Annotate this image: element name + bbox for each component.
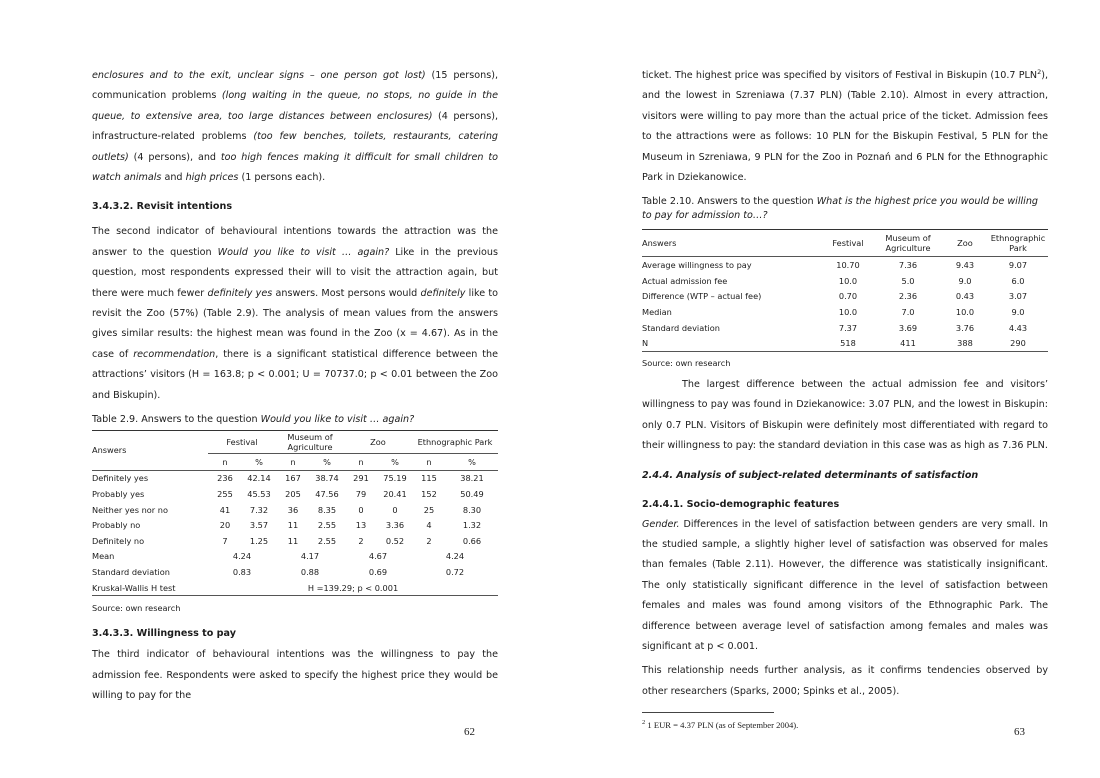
table-cell: 0.69	[368, 567, 388, 578]
text-fragment: The second indicator of behavioural intentions towards the attraction was the answer to the question	[92, 226, 498, 258]
row-label: Mean	[92, 551, 115, 562]
text-fragment: (4 persons), infrastructure-related problems	[92, 110, 498, 143]
table-cell: 152	[421, 489, 437, 500]
caption-text: Table 2.9. Answers to the question	[92, 414, 261, 426]
table-cell: 0.70	[838, 291, 858, 302]
table-header-answers: Answers	[642, 230, 822, 257]
text-fragment: (15 persons), communication problems	[92, 70, 498, 102]
table-cell: 10.0	[838, 275, 858, 286]
table-source: Source: own research	[642, 358, 731, 368]
row-label: Average willingness to pay	[642, 260, 752, 271]
table-header-answers: Answers	[92, 431, 208, 471]
text-fragment: answers. Most persons would	[272, 287, 421, 299]
table-header-group: Zoo	[942, 230, 988, 257]
table-cell: 45.53	[247, 489, 271, 500]
table-cell: 9.0	[1011, 307, 1025, 318]
table-header-group: Museum of Agriculture	[276, 431, 344, 454]
table-row	[642, 289, 1048, 305]
table-cell: 41	[219, 504, 231, 515]
table-subheader: n	[412, 454, 446, 471]
text-fragment: ), and the lowest in Szreniawa (7.37 PLN) (Table 2.10). Almost in every attraction, visitors were willing to pay more than the actual price of the ticket. Admission fees to the attractions were as follows: 10 PLN for the Biskupin Festival, 5 PLN for the Museum in Szreniawa, 9 PLN for the Zoo in Poznań and 6 PLN for the Ethnographic Park in Dziekanowice.	[642, 70, 1048, 184]
text-fragment: Like in the previous question, most respondents expressed their will to visit the attraction again, but there were much fewer	[92, 246, 498, 299]
table-header-group: Ethnographic Park	[988, 230, 1048, 257]
paragraph-problems	[92, 66, 498, 188]
table-cell: 7.32	[249, 504, 269, 515]
table-subheader: n	[344, 454, 378, 471]
row-label: N	[642, 335, 822, 351]
table-caption	[642, 195, 1048, 223]
table-cell: 20.41	[383, 489, 407, 500]
table-cell: 20	[219, 520, 231, 531]
row-label: Standard deviation	[642, 322, 720, 333]
table-cell: 10.0	[838, 307, 858, 318]
footnote-ref: 2	[1037, 67, 1042, 76]
table-cell: 0.72	[445, 567, 465, 578]
table-cell: 4.24	[445, 551, 465, 562]
table-cell: 2.55	[317, 520, 337, 531]
table-row	[642, 257, 1048, 273]
table-cell: 3.57	[249, 520, 269, 531]
caption-question: Would you like to visit … again?	[260, 414, 415, 426]
table-cell: 11	[287, 520, 299, 531]
table-cell: 0.52	[385, 535, 405, 546]
text-fragment: Differences in the level of satisfaction between genders are very small. In the studied sample, a slightly higher level of satisfaction was observed for males than females (Table 2.11). However, the difference was statistically insignificant. The only statistically significant difference in the level of satisfaction between females and males was found among visitors of the Ethnographic Park. The difference between average level of satisfaction among females and males was significant at p < 0.001.	[642, 518, 1048, 653]
table-cell: 167	[276, 470, 310, 486]
table-cell: 3.36	[385, 520, 405, 531]
page-number: 63	[1014, 726, 1025, 738]
row-label: Median	[642, 307, 672, 318]
table-caption	[92, 413, 498, 427]
table-cell: 9.43	[955, 260, 975, 271]
table-cell: 2.55	[317, 535, 337, 546]
table-cell: H =139.29; p < 0.001	[208, 580, 498, 596]
text-fragment: too high fences making it difficult for small children to watch animals	[92, 151, 498, 184]
table-revisit	[92, 430, 498, 596]
table-cell: 8.30	[462, 504, 482, 515]
row-label: Kruskal-Wallis H test	[92, 580, 208, 596]
table-header-group: Festival	[208, 431, 276, 454]
footnote	[642, 719, 1048, 731]
table-cell: 0	[358, 504, 364, 515]
table-subheader: %	[242, 454, 276, 471]
section-heading-revisit: 3.4.3.2. Revisit intentions	[92, 201, 233, 213]
text-fragment: like to revisit the Zoo (57%) (Table 2.9). The analysis of mean values from the answers gives similar results: the highest mean was found in the Zoo (x = 4.67). As in the case of	[92, 287, 498, 360]
table-cell: 79	[355, 489, 367, 500]
table-cell: 4.17	[300, 551, 320, 562]
table-row	[642, 335, 1048, 351]
table-cell: 0.83	[232, 567, 252, 578]
table-cell: 4.43	[1008, 322, 1028, 333]
table-cell: 13	[355, 520, 367, 531]
table-cell: 75.19	[378, 470, 412, 486]
table-cell: 0	[392, 504, 398, 515]
table-cell: 9.0	[958, 275, 972, 286]
left-column	[92, 66, 498, 707]
table-cell: 10.70	[836, 260, 860, 271]
table-cell: 38.74	[310, 470, 344, 486]
row-label: Definitely yes	[92, 470, 208, 486]
section-heading-2441: 2.4.4.1. Socio-demographic features	[642, 498, 840, 510]
row-label: Actual admission fee	[642, 275, 728, 286]
table-cell: 10.0	[955, 307, 975, 318]
text-fragment: (long waiting in the queue, no stops, no guide in the queue, to extensive area, too large distances between enclosures)	[92, 90, 498, 122]
table-cell: 7.37	[838, 322, 858, 333]
right-column	[642, 66, 1048, 731]
table-cell: 7.0	[901, 307, 915, 318]
table-cell: 0.43	[955, 291, 975, 302]
table-cell: 42.14	[242, 470, 276, 486]
table-wtp	[642, 229, 1048, 352]
table-cell: 115	[412, 470, 446, 486]
table-cell: 50.49	[460, 489, 484, 500]
row-label: Difference (WTP – actual fee)	[642, 291, 762, 302]
row-label: Definitely no	[92, 535, 145, 546]
text-fragment: definitely	[420, 287, 466, 299]
page-number: 62	[464, 726, 475, 738]
table-cell: 25	[423, 504, 435, 515]
row-label: Probably yes	[92, 489, 145, 500]
text-fragment: Gender.	[642, 518, 680, 530]
table-cell: 290	[988, 335, 1048, 351]
row-label: Probably no	[92, 520, 141, 531]
table-subheader: n	[276, 454, 310, 471]
table-header-group: Ethnographic Park	[412, 431, 498, 454]
table-row	[642, 273, 1048, 289]
table-row-kw	[92, 580, 498, 596]
paragraph-revisit	[92, 222, 498, 406]
table-header-group: Zoo	[344, 431, 412, 454]
table-row	[92, 533, 498, 549]
paragraph-relationship: This relationship needs further analysis, as it confirms tendencies observed by other researchers (Sparks, 2000; Spinks et al., 2005).	[642, 665, 1048, 697]
table-cell: 291	[344, 470, 378, 486]
table-cell: 255	[217, 489, 233, 500]
table-cell: 388	[942, 335, 988, 351]
table-cell: 2.36	[898, 291, 918, 302]
text-fragment: and	[161, 172, 186, 184]
text-fragment: (too few benches, toilets, restaurants, catering outlets)	[92, 131, 498, 163]
table-row	[92, 502, 498, 518]
table-cell: 0.88	[300, 567, 320, 578]
section-heading-244: 2.4.4. Analysis of subject-related determinants of satisfaction	[642, 469, 979, 481]
footnote-marker: 2	[642, 719, 646, 727]
section-heading-wtp: 3.4.3.3. Willingness to pay	[92, 628, 236, 640]
table-row	[642, 304, 1048, 320]
table-cell: 0.66	[462, 535, 482, 546]
paragraph-difference: The largest difference between the actual admission fee and visitors’ willingness to pay was found in Dziekanowice: 3.07 PLN, and the lowest in Biskupin: only 0.7 PLN. Visitors of Biskupin were definitely most differentiated with regard to their willingness to pay: the standard deviation in this case was as high as 7.36 PLN.	[642, 379, 1048, 452]
table-row-sd	[92, 564, 498, 580]
table-cell: 2	[358, 535, 364, 546]
table-row	[642, 320, 1048, 336]
paragraph-wtp: The third indicator of behavioural intentions was the willingness to pay the admission fee. Respondents were asked to specify the highest price they would be willing to pay for the	[92, 649, 498, 702]
right-page	[550, 0, 1100, 778]
table-cell: 6.0	[1011, 275, 1025, 286]
table-cell: 3.07	[1008, 291, 1028, 302]
text-fragment: , there is a significant statistical difference between the attractions’ visitors (H = 163.8; p < 0.001; U = 70737.0; p < 0.01 between the Zoo and Biskupin).	[92, 348, 499, 401]
caption-text: Table 2.10. Answers to the question	[642, 196, 817, 208]
table-cell: 38.21	[446, 470, 498, 486]
text-fragment: high prices	[185, 172, 239, 184]
table-header-group: Museum of Agriculture	[874, 230, 942, 257]
table-subheader: %	[378, 454, 412, 471]
row-label: Neither yes nor no	[92, 504, 168, 515]
table-cell: 8.35	[317, 504, 337, 515]
table-subheader: n	[208, 454, 242, 471]
text-fragment: Would you like to visit … again?	[217, 246, 390, 258]
table-row	[92, 470, 498, 486]
table-cell: 4.24	[232, 551, 252, 562]
text-fragment: enclosures and to the exit, unclear signs – one person got lost)	[92, 70, 426, 81]
table-cell: 47.56	[315, 489, 339, 500]
text-fragment: recommendation	[133, 348, 216, 360]
table-subheader: %	[446, 454, 498, 471]
table-cell: 236	[208, 470, 242, 486]
table-cell: 518	[822, 335, 874, 351]
table-header-group: Festival	[822, 230, 874, 257]
table-cell: 36	[287, 504, 299, 515]
table-cell: 1.32	[462, 520, 482, 531]
table-cell: 3.69	[898, 322, 918, 333]
table-cell: 205	[285, 489, 301, 500]
table-row	[92, 517, 498, 533]
table-cell: 11	[287, 535, 299, 546]
caption-question: What is the highest price you would be willing to pay for admission to…?	[642, 196, 1039, 222]
table-cell: 5.0	[901, 275, 915, 286]
text-fragment: (4 persons), and	[128, 151, 221, 163]
table-row	[92, 486, 498, 502]
paragraph-gender	[642, 515, 1048, 658]
table-subheader: %	[310, 454, 344, 471]
table-cell: 7.36	[898, 260, 918, 271]
footnote-text: 1 EUR = 4.37 PLN (as of September 2004).	[645, 720, 799, 731]
footnote-divider	[642, 712, 774, 713]
table-cell: 4	[426, 520, 432, 531]
paragraph-ticket	[642, 66, 1048, 188]
text-fragment: (1 persons each).	[238, 172, 326, 184]
table-source: Source: own research	[92, 603, 181, 614]
table-cell: 9.07	[1008, 260, 1028, 271]
text-fragment: ticket. The highest price was specified by visitors of Festival in Biskupin (10.7 PLN	[642, 70, 1038, 81]
text-fragment: definitely yes	[207, 287, 273, 299]
table-cell: 7	[222, 535, 228, 546]
table-cell: 1.25	[249, 535, 269, 546]
table-cell: 411	[874, 335, 942, 351]
table-cell: 3.76	[955, 322, 975, 333]
row-label: Standard deviation	[92, 567, 170, 578]
table-row-mean	[92, 549, 498, 565]
table-cell: 2	[426, 535, 432, 546]
table-cell: 4.67	[368, 551, 388, 562]
